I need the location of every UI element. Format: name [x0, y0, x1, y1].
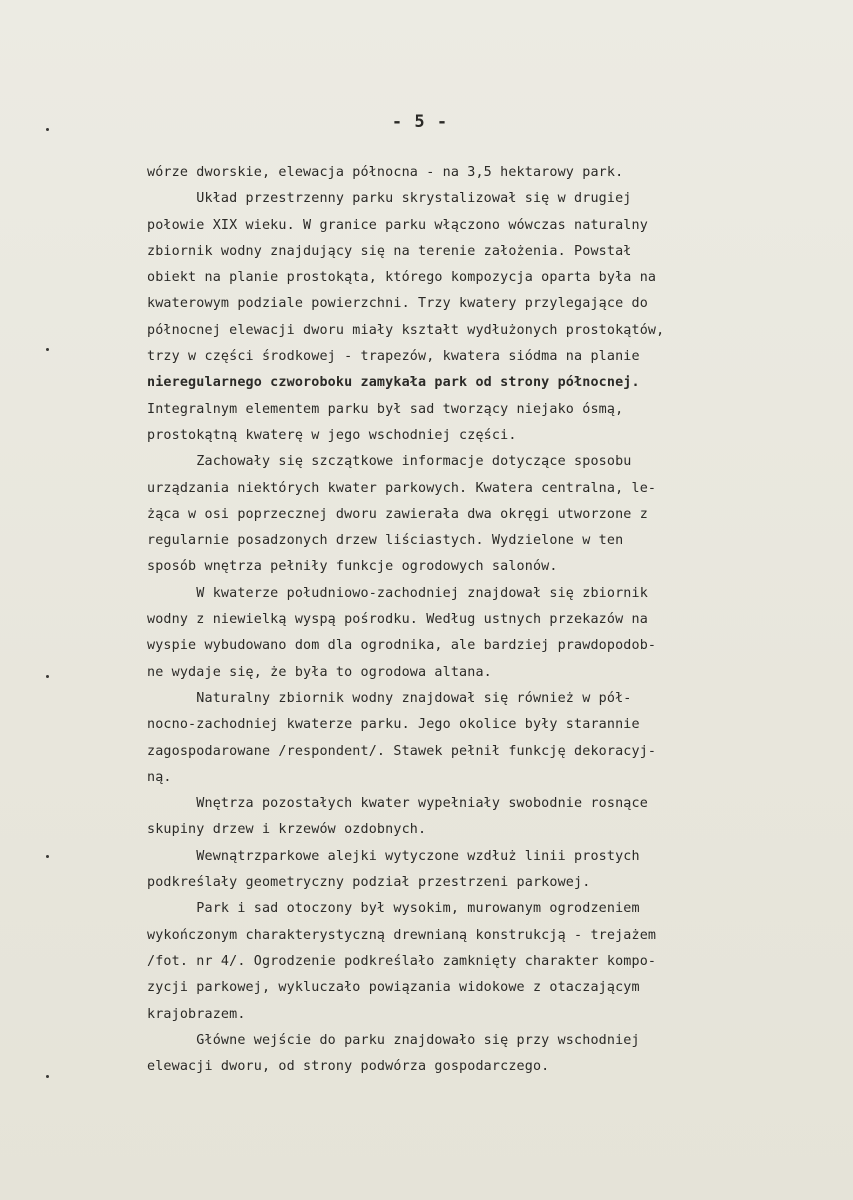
text-line: Park i sad otoczony był wysokim, murowanym ogrodzeniem [147, 901, 640, 917]
text-line: prostokątną kwaterę w jego wschodniej części. [147, 427, 517, 443]
text-line: zycji parkowej, wykluczało powiązania widokowe z otaczającym [147, 980, 640, 996]
text-line: wodny z niewielką wyspą pośrodku. Według ustnych przekazów na [147, 612, 648, 628]
text-line: Wewnątrzparkowe alejki wytyczone wzdłuż linii prostych [147, 848, 640, 864]
text-line: elewacji dworu, od strony podwórza gospodarczego. [147, 1059, 550, 1075]
text-line: wórze dworskie, elewacja północna - na 3,5 hektarowy park. [147, 165, 624, 180]
text-line: zagospodarowane /respondent/. Stawek pełnił funkcję dekoracyj- [147, 743, 657, 759]
text-line: skupiny drzew i krzewów ozdobnych. [147, 822, 427, 838]
text-line: Wnętrza pozostałych kwater wypełniały swobodnie rosnące [147, 796, 648, 812]
text-line: północnej elewacji dworu miały kształt wydłużonych prostokątów, [147, 322, 665, 338]
text-line: Naturalny zbiornik wodny znajdował się również w pół- [147, 690, 632, 706]
text-line: /fot. nr 4/. Ogrodzenie podkreślało zamknięty charakter kompo- [147, 953, 657, 969]
text-line: podkreślały geometryczny podział przestrzeni parkowej. [147, 875, 591, 891]
text-line: nieregularnego czworoboku zamykała park od strony północnej. [147, 375, 640, 391]
text-line: regularnie posadzonych drzew liściastych. Wydzielone w ten [147, 533, 624, 549]
text-line: trzy w części środkowej - trapezów, kwatera siódma na planie [147, 349, 640, 365]
margin-dot [46, 128, 49, 131]
text-line: Układ przestrzenny parku skrystalizował się w drugiej [147, 191, 632, 207]
text-line: żąca w osi poprzecznej dworu zawierała dwa okręgi utworzone z [147, 506, 648, 522]
text-line: Główne wejście do parku znajdowało się przy wschodniej [147, 1032, 640, 1048]
margin-dot [46, 675, 49, 678]
text-line: Integralnym elementem parku był sad tworzący niejako ósmą, [147, 401, 624, 417]
text-line: zbiornik wodny znajdujący się na terenie założenia. Powstał [147, 243, 632, 259]
margin-dot [46, 855, 49, 858]
text-line: Zachowały się szczątkowe informacje dotyczące sposobu [147, 454, 632, 470]
text-line: nocno-zachodniej kwaterze parku. Jego okolice były starannie [147, 717, 640, 733]
text-line: sposób wnętrza pełniły funkcje ogrodowych salonów. [147, 559, 558, 575]
margin-dot [46, 348, 49, 351]
margin-dot [46, 1075, 49, 1078]
page-number: - 5 - [391, 112, 449, 132]
text-line: wykończonym charakterystyczną drewnianą konstrukcją - trejażem [147, 927, 657, 943]
body-text [147, 160, 787, 1080]
text-line: kwaterowym podziale powierzchni. Trzy kwatery przylegające do [147, 296, 648, 312]
text-line: krajobrazem. [147, 1006, 246, 1022]
text-line: połowie XIX wieku. W granice parku włączono wówczas naturalny [147, 217, 648, 233]
text-line: ne wydaje się, że była to ogrodowa altana. [147, 664, 492, 680]
text-line: wyspie wybudowano dom dla ogrodnika, ale bardziej prawdopodob- [147, 638, 657, 654]
text-line: W kwaterze południowo-zachodniej znajdował się zbiornik [147, 585, 648, 601]
text-line: obiekt na planie prostokąta, którego kompozycja oparta była na [147, 270, 657, 286]
text-line: urządzania niektórych kwater parkowych. Kwatera centralna, le- [147, 480, 657, 496]
text-line: ną. [147, 769, 172, 785]
